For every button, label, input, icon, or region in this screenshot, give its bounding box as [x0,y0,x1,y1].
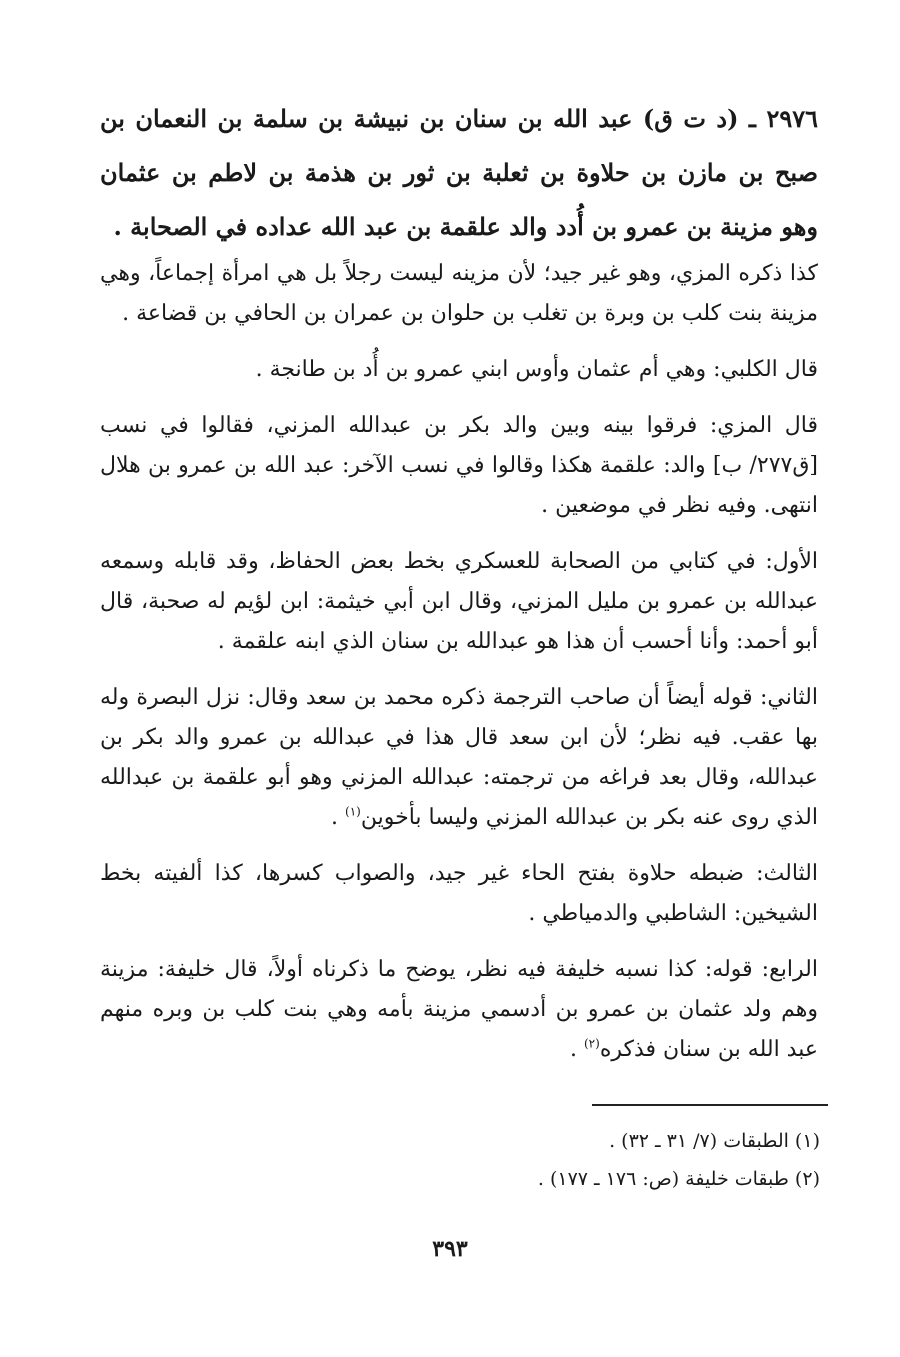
footnote-2: (٢) طبقات خليفة (ص: ١٧٦ ـ ١٧٧) . [537,1168,820,1190]
paragraph-first-point: الأول: في كتابي من الصحابة للعسكري بخط بعض الحفاظ، وقد قابله وسمعه عبدالله بن عمرو بن مليل المزني، وقال ابن أبي خيثمة: ابن لؤيم له صحبة، قال أبو أحمد: وأنا أحسب أن هذا هو عبدالله بن سنان الذي ابنه علقمة . [100,549,818,654]
paragraph-mizzi-distinction: قال المزي: فرقوا بينه وبين والد بكر بن عبدالله المزني، فقالوا في نسب [ق٢٧٧/ ب] والد: علقمة هكذا وقالوا في نسب الآخر: عبد الله بن عمرو بن هلال انتهى. وفيه نظر في موضعين . [100,413,818,518]
entry-heading: ٢٩٧٦ ـ (د ت ق) عبد الله بن سنان بن نبيشة بن سلمة بن النعمان بن صبح بن مازن بن حلاوة بن ثعلبة بن ثور بن هذمة بن لاطم بن عثمان وهو مزينة بن عمرو بن أُدد والد علقمة بن عبد الله عداده في الصحابة . [100,104,819,241]
fourth-point-end: . [569,1037,584,1062]
footnote-1: (١) الطبقات (٧/ ٣١ ـ ٣٢) . [609,1130,820,1152]
footnote-ref-2: (٢) [583,1036,600,1051]
page-number: ٣٩٣ [432,1236,468,1262]
second-point-end: . [331,805,346,830]
paragraph-third-point: الثالث: ضبطه حلاوة بفتح الحاء غير جيد، والصواب كسرها، كذا ألفيته بخط الشيخين: الشاطبي والدمياطي . [100,861,818,926]
footnote-separator [592,1104,828,1106]
second-point-text: الثاني: قوله أيضاً أن صاحب الترجمة ذكره محمد بن سعد وقال: نزل البصرة وله بها عقب. فيه نظر؛ لأن ابن سعد قال هذا في عبدالله بن عمرو والد بكر بن عبدالله، وقال بعد فراغه من ترجمته: عبدالله المزني وهو أبو علقمة بن عبدالله الذي روى عنه بكر بن عبدالله المزني وليسا بأخوين [100,685,818,830]
main-text [100,92,818,1070]
fourth-point-text: الرابع: قوله: كذا نسبه خليفة فيه نظر، يوضح ما ذكرناه أولاً، قال خليفة: مزينة وهم ولد عثمان بن عمرو بن أدسمي مزينة بأمه وهي بنت كلب بن وبره منهم عبد الله بن سنان فذكره [100,957,818,1062]
paragraph-fourth-point [100,950,818,1070]
paragraph-kalbi: قال الكلبي: وهي أم عثمان وأوس ابني عمرو بن أُد بن طانجة . [255,357,818,382]
paragraph-mizzi-note: كذا ذكره المزي، وهو غير جيد؛ لأن مزينه ليست رجلاً بل هي امرأة إجماعاً، وهي مزينة بنت كلب بن وبرة بن تغلب بن حلوان بن عمران بن الحافي بن قضاعة . [100,261,818,326]
footnote-ref-1: (١) [345,804,361,819]
footnotes [120,1122,820,1198]
paragraph-second-point [100,678,818,838]
